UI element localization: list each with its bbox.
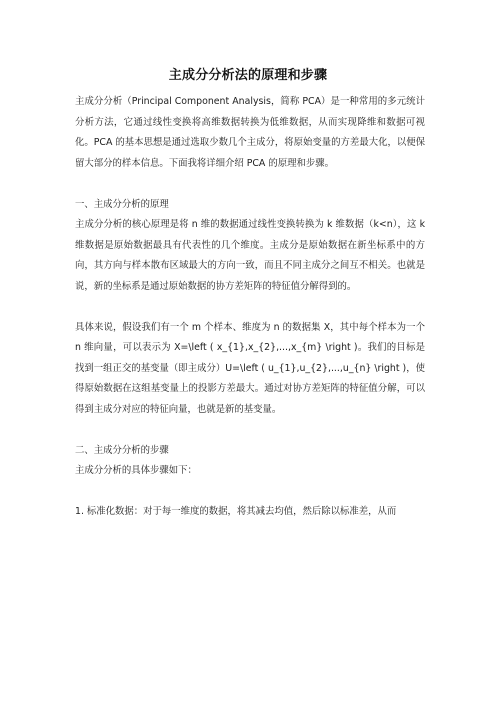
document-body [75, 92, 425, 523]
document-title: 主成分分析法的原理和步骤 [168, 68, 328, 83]
section-2-intro: 主成分分析的具体步骤如下： [75, 465, 197, 476]
section-1-paragraph-2: 具体来说，假设我们有一个 m 个样本、维度为 n 的数据集 X，其中每个样本为一个 n 维向量，可以表示为 X=\left ( x_{1},x_{2},...,x_{m} \right )。我们的目标是找到一组正交的基变量（即主成分）U=\left ( u_{1},u_{2},...,u_{n} \right )，使得原始数据在这组基变量上的投影方差最大。通过对协方差矩阵的特征值分解，可以得到主成分对应的特征向量，也就是新的基变量。 [75, 321, 425, 415]
paragraph-spacer [75, 297, 425, 318]
paragraph-spacer [75, 174, 425, 195]
paragraph-spacer [75, 420, 425, 441]
intro-paragraph: 主成分分析（Principal Component Analysis，简称 PCA）是一种常用的多元统计分析方法，它通过线性变换将高维数据转换为低维数据，从而实现降维和数据可视化。PCA 的基本思想是通过选取少数几个主成分，将原始变量的方差最大化，以便保留大部分的样本信息。下面我将详细介绍 PCA 的原理和步骤。 [75, 96, 425, 169]
paragraph-spacer [75, 482, 425, 503]
section-1-heading: 一、主成分分析的原理 [75, 198, 169, 210]
section-2-heading: 二、主成分分析的步骤 [75, 444, 169, 456]
step-1-text: 1. 标准化数据：对于每一维度的数据，将其减去均值，然后除以标准差，从而 [75, 506, 397, 517]
section-1-paragraph-1: 主成分分析的核心原理是将 n 维的数据通过线性变换转换为 k 维数据（k<n），这 k 维数据是原始数据最具有代表性的几个维度。主成分是原始数据在新坐标系中的方向，其方向与样本散布区域最大的方向一致，而且不同主成分之间互不相关。也就是说，新的坐标系是通过原始数据的协方差矩阵的特征值分解得到的。 [75, 219, 425, 292]
